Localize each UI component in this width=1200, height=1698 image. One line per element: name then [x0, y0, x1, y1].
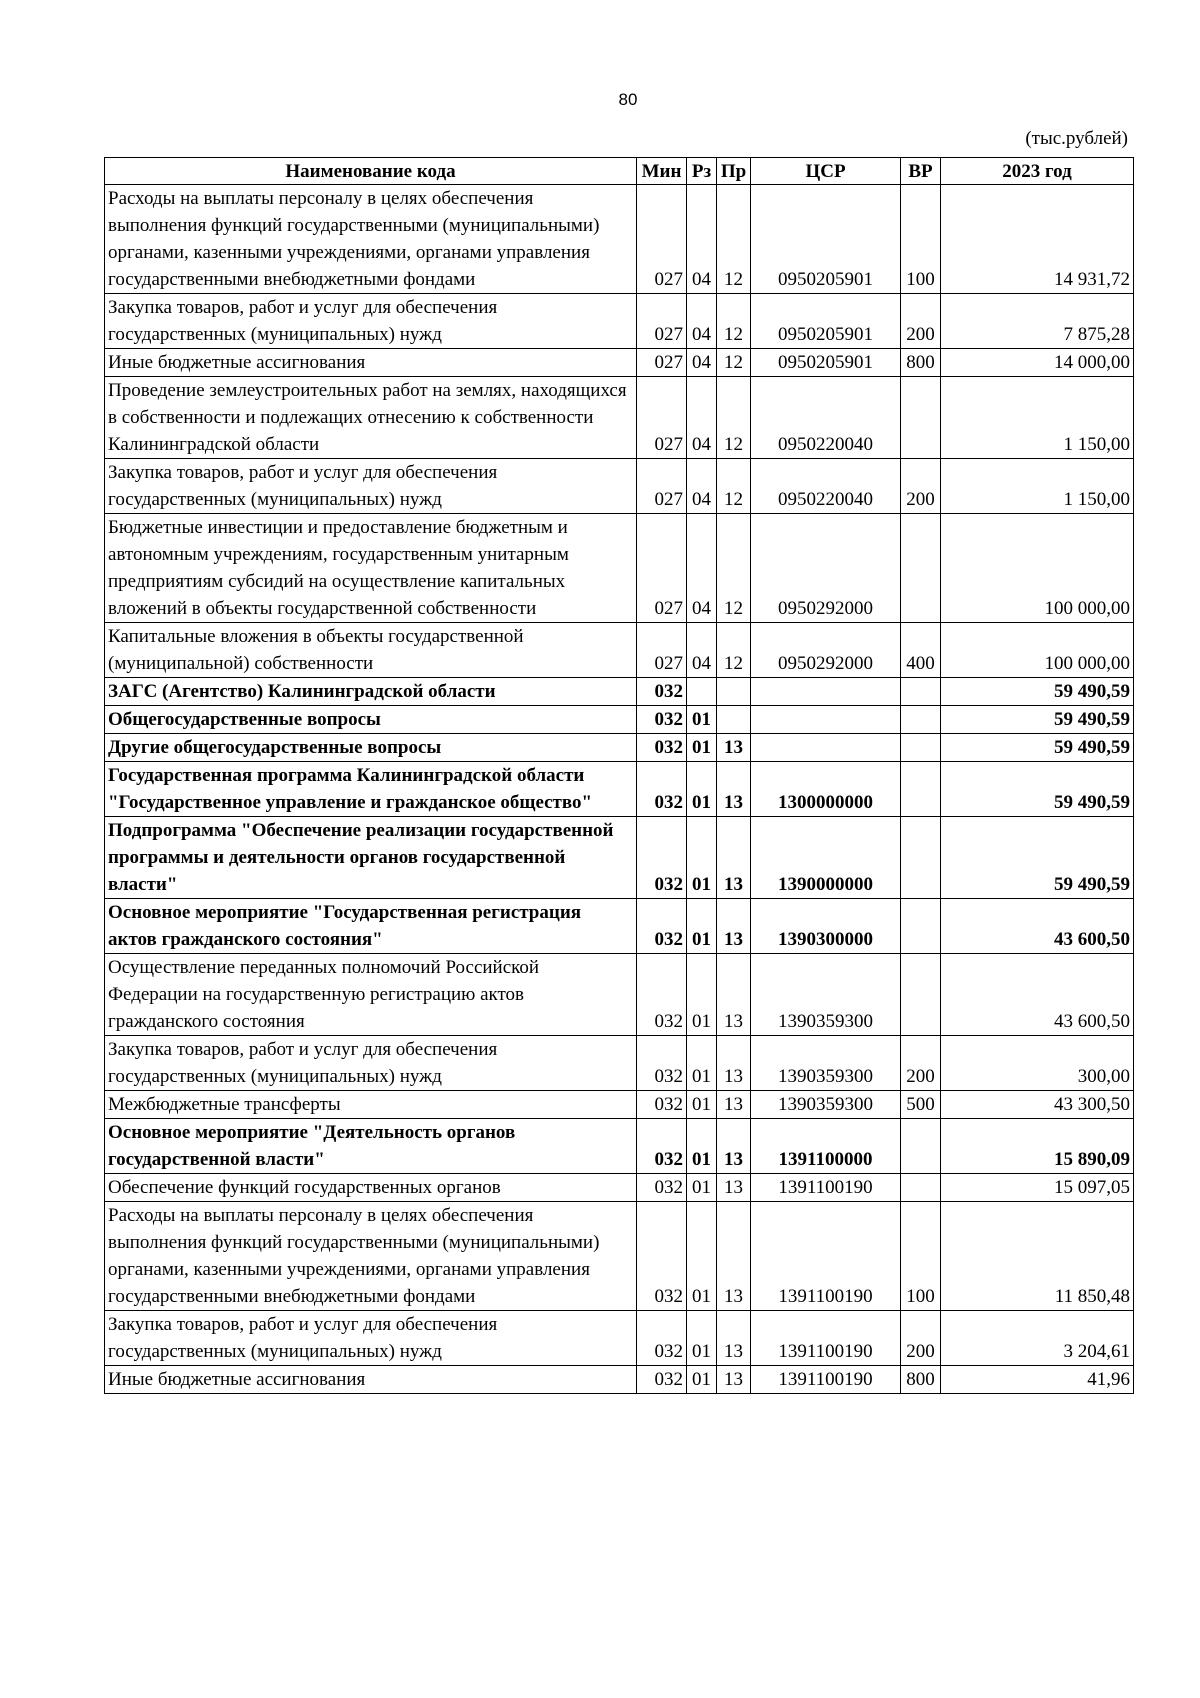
table-row	[105, 349, 1134, 377]
cell-pr: 13	[717, 1311, 751, 1366]
cell-amount: 15 097,05	[941, 1174, 1134, 1202]
cell-csr: 0950220040	[751, 377, 901, 459]
cell-csr: 1391100190	[751, 1311, 901, 1366]
cell-min: 032	[637, 1091, 687, 1119]
cell-amount: 15 890,09	[941, 1119, 1134, 1174]
cell-pr: 12	[717, 623, 751, 678]
cell-amount: 59 490,59	[941, 706, 1134, 734]
cell-amount: 100 000,00	[941, 514, 1134, 623]
cell-rz: 01	[687, 1036, 717, 1091]
header-amount: 2023 год	[941, 158, 1134, 185]
cell-min: 032	[637, 1036, 687, 1091]
table-row	[105, 1174, 1134, 1202]
table-row	[105, 1311, 1134, 1366]
cell-csr: 1390300000	[751, 899, 901, 954]
cell-min: 032	[637, 899, 687, 954]
cell-name: Основное мероприятие "Деятельность органов государственной власти"	[105, 1119, 637, 1174]
cell-vr: 800	[901, 349, 941, 377]
cell-rz: 01	[687, 1202, 717, 1311]
units-label: (тыс.рублей)	[1025, 128, 1128, 149]
cell-rz: 04	[687, 185, 717, 294]
cell-name: Общегосударственные вопросы	[105, 706, 637, 734]
cell-min: 027	[637, 623, 687, 678]
cell-amount: 59 490,59	[941, 762, 1134, 817]
cell-min: 027	[637, 377, 687, 459]
cell-rz: 01	[687, 817, 717, 899]
cell-rz: 04	[687, 514, 717, 623]
cell-amount: 14 000,00	[941, 349, 1134, 377]
cell-pr: 13	[717, 1091, 751, 1119]
cell-vr: 200	[901, 1311, 941, 1366]
table-header-row	[105, 158, 1134, 185]
cell-amount: 1 150,00	[941, 377, 1134, 459]
cell-min: 032	[637, 762, 687, 817]
cell-pr: 13	[717, 899, 751, 954]
cell-csr: 1390000000	[751, 817, 901, 899]
cell-vr: 200	[901, 459, 941, 514]
table-row	[105, 762, 1134, 817]
cell-name: Капитальные вложения в объекты государственной (муниципальной) собственности	[105, 623, 637, 678]
header-min: Мин	[637, 158, 687, 185]
cell-rz: 01	[687, 1119, 717, 1174]
cell-name: ЗАГС (Агентство) Калининградской области	[105, 678, 637, 706]
cell-amount: 43 300,50	[941, 1091, 1134, 1119]
cell-rz: 01	[687, 734, 717, 762]
cell-pr: 12	[717, 514, 751, 623]
cell-min: 027	[637, 349, 687, 377]
cell-name: Бюджетные инвестиции и предоставление бюджетным и автономным учреждениям, государственным унитарным предприятиям субсидий на осуществление капитальных вложений в объекты государственной собственности	[105, 514, 637, 623]
cell-vr: 400	[901, 623, 941, 678]
cell-amount: 41,96	[941, 1366, 1134, 1394]
header-rz: Рз	[687, 158, 717, 185]
cell-csr: 1300000000	[751, 762, 901, 817]
cell-name: Расходы на выплаты персоналу в целях обеспечения выполнения функций государственными (муниципальными) органами, казенными учреждениями, органами управления государственными внебюджетными фондами	[105, 185, 637, 294]
cell-rz: 04	[687, 623, 717, 678]
table-row	[105, 678, 1134, 706]
cell-csr: 0950205901	[751, 185, 901, 294]
cell-min: 032	[637, 1202, 687, 1311]
table-row	[105, 1036, 1134, 1091]
cell-rz	[687, 678, 717, 706]
cell-min: 027	[637, 185, 687, 294]
cell-pr: 13	[717, 762, 751, 817]
cell-vr: 500	[901, 1091, 941, 1119]
cell-min: 032	[637, 1119, 687, 1174]
cell-rz: 01	[687, 899, 717, 954]
table-row	[105, 1366, 1134, 1394]
cell-pr: 12	[717, 459, 751, 514]
cell-pr: 12	[717, 377, 751, 459]
cell-min: 032	[637, 954, 687, 1036]
cell-rz: 04	[687, 349, 717, 377]
cell-name: Закупка товаров, работ и услуг для обеспечения государственных (муниципальных) нужд	[105, 459, 637, 514]
cell-name: Закупка товаров, работ и услуг для обеспечения государственных (муниципальных) нужд	[105, 1311, 637, 1366]
cell-name: Межбюджетные трансферты	[105, 1091, 637, 1119]
table-row	[105, 954, 1134, 1036]
table-row	[105, 514, 1134, 623]
cell-csr: 0950220040	[751, 459, 901, 514]
cell-csr: 1391100190	[751, 1174, 901, 1202]
cell-vr: 800	[901, 1366, 941, 1394]
cell-name: Осуществление переданных полномочий Российской Федерации на государственную регистрацию актов гражданского состояния	[105, 954, 637, 1036]
table-row	[105, 377, 1134, 459]
cell-name: Расходы на выплаты персоналу в целях обеспечения выполнения функций государственными (муниципальными) органами, казенными учреждениями, органами управления государственными внебюджетными фондами	[105, 1202, 637, 1311]
table-body	[105, 185, 1134, 1394]
cell-rz: 04	[687, 377, 717, 459]
cell-pr	[717, 678, 751, 706]
cell-vr	[901, 1119, 941, 1174]
page-number: 80	[618, 90, 638, 109]
cell-min: 032	[637, 1366, 687, 1394]
cell-amount: 59 490,59	[941, 734, 1134, 762]
cell-rz: 01	[687, 1311, 717, 1366]
cell-min: 032	[637, 1311, 687, 1366]
cell-csr: 1390359300	[751, 954, 901, 1036]
cell-csr: 1390359300	[751, 1036, 901, 1091]
cell-min: 032	[637, 706, 687, 734]
cell-vr	[901, 899, 941, 954]
cell-name: Иные бюджетные ассигнования	[105, 349, 637, 377]
cell-csr	[751, 734, 901, 762]
cell-vr	[901, 377, 941, 459]
cell-csr	[751, 706, 901, 734]
cell-rz: 04	[687, 294, 717, 349]
cell-csr: 1391100190	[751, 1366, 901, 1394]
cell-rz: 01	[687, 706, 717, 734]
cell-rz: 04	[687, 459, 717, 514]
cell-min: 032	[637, 1174, 687, 1202]
cell-csr	[751, 678, 901, 706]
cell-vr	[901, 734, 941, 762]
cell-pr	[717, 706, 751, 734]
cell-rz: 01	[687, 1091, 717, 1119]
cell-pr: 12	[717, 349, 751, 377]
cell-pr: 13	[717, 1202, 751, 1311]
cell-csr: 0950205901	[751, 349, 901, 377]
table-row	[105, 1091, 1134, 1119]
table-row	[105, 294, 1134, 349]
cell-name: Основное мероприятие "Государственная регистрация актов гражданского состояния"	[105, 899, 637, 954]
cell-csr: 0950205901	[751, 294, 901, 349]
table-row	[105, 706, 1134, 734]
cell-vr	[901, 1174, 941, 1202]
cell-vr: 100	[901, 185, 941, 294]
cell-vr	[901, 678, 941, 706]
table-row	[105, 1119, 1134, 1174]
cell-vr	[901, 817, 941, 899]
cell-name: Иные бюджетные ассигнования	[105, 1366, 637, 1394]
cell-amount: 14 931,72	[941, 185, 1134, 294]
header-vr: ВР	[901, 158, 941, 185]
table-row	[105, 185, 1134, 294]
cell-pr: 13	[717, 1119, 751, 1174]
cell-csr: 0950292000	[751, 514, 901, 623]
cell-vr	[901, 954, 941, 1036]
table-row	[105, 734, 1134, 762]
cell-csr: 1391100000	[751, 1119, 901, 1174]
cell-amount: 43 600,50	[941, 954, 1134, 1036]
cell-pr: 13	[717, 1036, 751, 1091]
cell-amount: 59 490,59	[941, 678, 1134, 706]
cell-vr: 200	[901, 294, 941, 349]
cell-min: 027	[637, 294, 687, 349]
cell-rz: 01	[687, 954, 717, 1036]
cell-min: 027	[637, 459, 687, 514]
cell-vr	[901, 762, 941, 817]
table-row	[105, 459, 1134, 514]
cell-vr: 200	[901, 1036, 941, 1091]
cell-rz: 01	[687, 1174, 717, 1202]
cell-name: Подпрограмма "Обеспечение реализации государственной программы и деятельности органов государственной власти"	[105, 817, 637, 899]
cell-csr: 1390359300	[751, 1091, 901, 1119]
cell-rz: 01	[687, 762, 717, 817]
cell-pr: 12	[717, 185, 751, 294]
cell-min: 027	[637, 514, 687, 623]
cell-vr	[901, 514, 941, 623]
cell-name: Другие общегосударственные вопросы	[105, 734, 637, 762]
cell-min: 032	[637, 817, 687, 899]
table-row	[105, 1202, 1134, 1311]
cell-amount: 59 490,59	[941, 817, 1134, 899]
cell-csr: 1391100190	[751, 1202, 901, 1311]
header-csr: ЦСР	[751, 158, 901, 185]
cell-vr: 100	[901, 1202, 941, 1311]
cell-pr: 13	[717, 954, 751, 1036]
cell-pr: 13	[717, 1174, 751, 1202]
header-pr: Пр	[717, 158, 751, 185]
table-row	[105, 817, 1134, 899]
cell-vr	[901, 706, 941, 734]
cell-name: Закупка товаров, работ и услуг для обеспечения государственных (муниципальных) нужд	[105, 294, 637, 349]
cell-name: Закупка товаров, работ и услуг для обеспечения государственных (муниципальных) нужд	[105, 1036, 637, 1091]
budget-table	[104, 157, 1134, 1394]
cell-amount: 43 600,50	[941, 899, 1134, 954]
cell-name: Обеспечение функций государственных органов	[105, 1174, 637, 1202]
cell-pr: 13	[717, 817, 751, 899]
cell-rz: 01	[687, 1366, 717, 1394]
cell-name: Проведение землеустроительных работ на землях, находящихся в собственности и подлежащих отнесению к собственности Калининградской области	[105, 377, 637, 459]
cell-amount: 300,00	[941, 1036, 1134, 1091]
cell-amount: 3 204,61	[941, 1311, 1134, 1366]
cell-amount: 100 000,00	[941, 623, 1134, 678]
cell-amount: 11 850,48	[941, 1202, 1134, 1311]
table-row	[105, 899, 1134, 954]
cell-name: Государственная программа Калининградской области "Государственное управление и гражданское общество"	[105, 762, 637, 817]
cell-pr: 12	[717, 294, 751, 349]
cell-csr: 0950292000	[751, 623, 901, 678]
cell-amount: 7 875,28	[941, 294, 1134, 349]
table-row	[105, 623, 1134, 678]
cell-min: 032	[637, 734, 687, 762]
cell-min: 032	[637, 678, 687, 706]
cell-amount: 1 150,00	[941, 459, 1134, 514]
cell-pr: 13	[717, 734, 751, 762]
cell-pr: 13	[717, 1366, 751, 1394]
header-name: Наименование кода	[105, 158, 637, 185]
